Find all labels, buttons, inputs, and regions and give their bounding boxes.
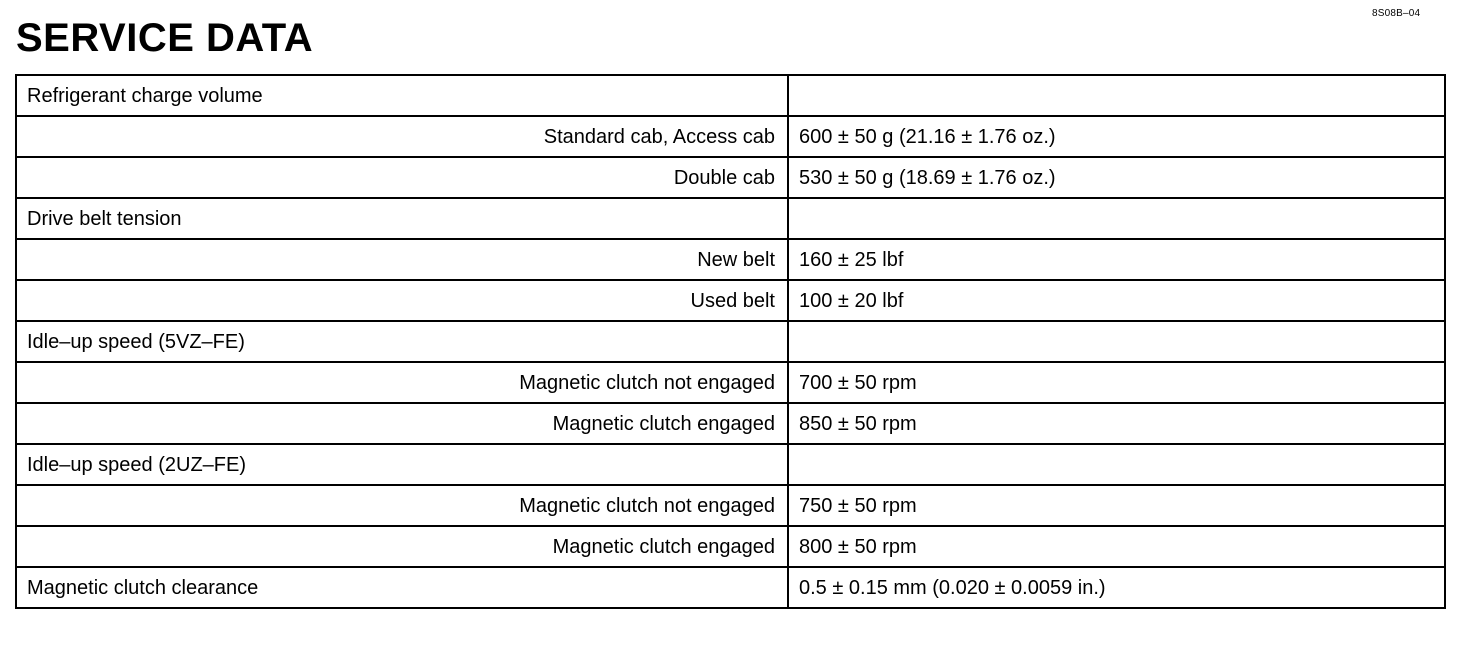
spec-value: 700 ± 50 rpm bbox=[788, 362, 1445, 403]
spec-value: 0.5 ± 0.15 mm (0.020 ± 0.0059 in.) bbox=[788, 567, 1445, 608]
spec-label: Double cab bbox=[16, 157, 788, 198]
spec-value: 160 ± 25 lbf bbox=[788, 239, 1445, 280]
table-row bbox=[16, 157, 1445, 198]
table-row bbox=[16, 567, 1445, 608]
spec-value: 600 ± 50 g (21.16 ± 1.76 oz.) bbox=[788, 116, 1445, 157]
spec-value bbox=[788, 444, 1445, 485]
spec-label: Magnetic clutch not engaged bbox=[16, 485, 788, 526]
table-row bbox=[16, 321, 1445, 362]
service-data-table bbox=[15, 74, 1446, 609]
table-row bbox=[16, 75, 1445, 116]
spec-value bbox=[788, 75, 1445, 116]
spec-label: Drive belt tension bbox=[16, 198, 788, 239]
spec-label: Refrigerant charge volume bbox=[16, 75, 788, 116]
spec-label: Magnetic clutch engaged bbox=[16, 403, 788, 444]
spec-label: Magnetic clutch not engaged bbox=[16, 362, 788, 403]
spec-label: Standard cab, Access cab bbox=[16, 116, 788, 157]
table-row bbox=[16, 485, 1445, 526]
spec-label: Magnetic clutch clearance bbox=[16, 567, 788, 608]
spec-value: 100 ± 20 lbf bbox=[788, 280, 1445, 321]
table-row bbox=[16, 444, 1445, 485]
spec-label: Idle–up speed (2UZ–FE) bbox=[16, 444, 788, 485]
table-row bbox=[16, 403, 1445, 444]
table-row bbox=[16, 362, 1445, 403]
spec-label: Magnetic clutch engaged bbox=[16, 526, 788, 567]
table-row bbox=[16, 526, 1445, 567]
spec-value bbox=[788, 321, 1445, 362]
document-code: 8S08B–04 bbox=[1372, 8, 1421, 19]
service-data-table-body bbox=[16, 75, 1445, 608]
spec-label: New belt bbox=[16, 239, 788, 280]
spec-value: 800 ± 50 rpm bbox=[788, 526, 1445, 567]
table-row bbox=[16, 239, 1445, 280]
spec-label: Idle–up speed (5VZ–FE) bbox=[16, 321, 788, 362]
spec-value: 750 ± 50 rpm bbox=[788, 485, 1445, 526]
spec-label: Used belt bbox=[16, 280, 788, 321]
table-row bbox=[16, 198, 1445, 239]
table-row bbox=[16, 280, 1445, 321]
spec-value: 850 ± 50 rpm bbox=[788, 403, 1445, 444]
spec-value bbox=[788, 198, 1445, 239]
table-row bbox=[16, 116, 1445, 157]
page-title: SERVICE DATA bbox=[16, 16, 314, 60]
spec-value: 530 ± 50 g (18.69 ± 1.76 oz.) bbox=[788, 157, 1445, 198]
